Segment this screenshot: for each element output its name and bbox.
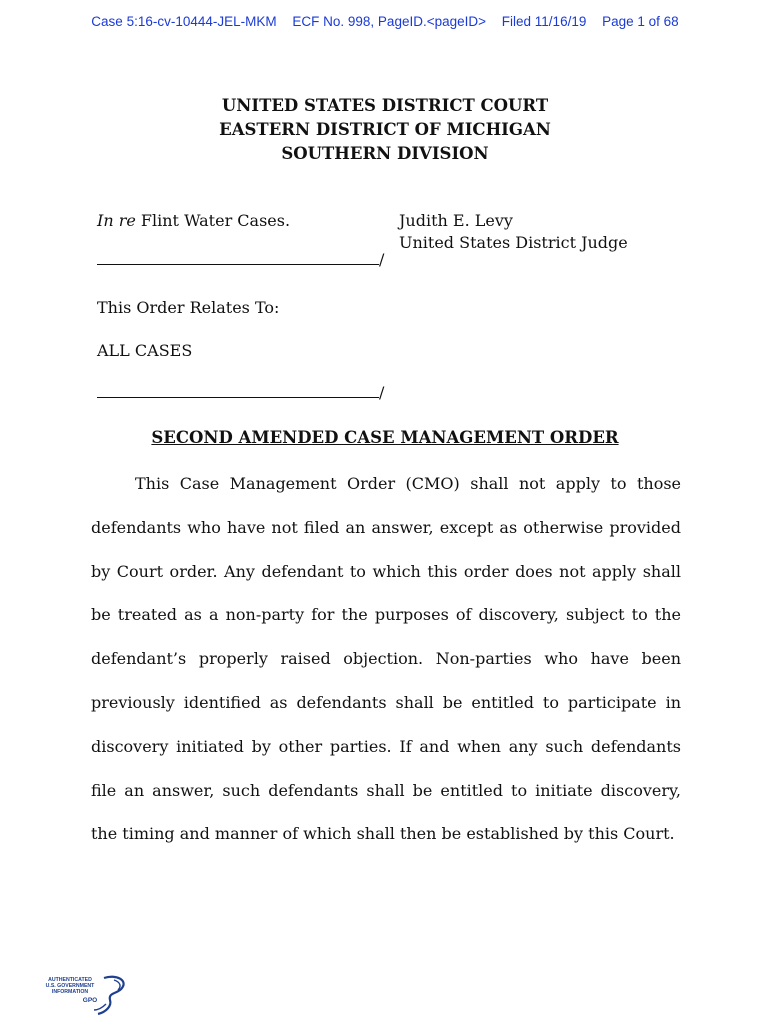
logo-text-line2: U.S. GOVERNMENT: [45, 983, 95, 989]
ecf-page-count: Page 1 of 68: [602, 14, 679, 29]
court-division: SOUTHERN DIVISION: [281, 144, 489, 163]
rule-line: [97, 383, 379, 398]
judge-name: Judith E. Levy: [399, 211, 513, 230]
case-name-text: Flint Water Cases.: [135, 211, 291, 230]
logo-mark-text: GPO: [82, 997, 98, 1004]
caption-rule-1: [97, 250, 384, 269]
judge-block: [399, 210, 628, 254]
rule-slash: /: [379, 383, 385, 402]
ecf-case-number: Case 5:16-cv-10444-JEL-MKM: [91, 14, 277, 29]
rule-slash: /: [379, 250, 385, 269]
case-name: [97, 210, 290, 232]
rule-line: [97, 250, 379, 265]
ecf-filed-date: Filed 11/16/19: [501, 14, 587, 29]
all-cases: ALL CASES: [97, 341, 193, 360]
logo-text-line3: INFORMATION: [51, 989, 89, 995]
court-district: EASTERN DISTRICT OF MICHIGAN: [219, 120, 551, 139]
gpo-authenticated-logo: [44, 974, 134, 1018]
gpo-eagle-icon: [44, 974, 134, 1018]
court-heading: [0, 94, 770, 166]
relates-to: This Order Relates To:: [97, 298, 280, 317]
ecf-number: ECF No. 998, PageID.<pageID>: [292, 14, 487, 29]
order-paragraph: This Case Management Order (CMO) shall not apply to those defendants who have not filed an answer, except as otherwise provided by Court order. Any defendant to which this order does not apply shall be treated as a non-party for the purposes of discovery, subject to the defendant’s properly raised objection. Non-parties who have been previously identified as defendants shall be entitled to participate in discovery initiated by other parties. If and when any such defendants file an answer, such defendants shall be entitled to initiate discovery, the timing and manner of which shall then be established by this Court.: [91, 474, 681, 844]
order-title: SECOND AMENDED CASE MANAGEMENT ORDER: [151, 428, 619, 447]
court-name: UNITED STATES DISTRICT COURT: [221, 96, 549, 115]
caption-rule-2: [97, 383, 384, 402]
logo-text-line1: AUTHENTICATED: [48, 977, 92, 983]
ecf-header: [0, 14, 770, 29]
in-re-text: In re: [97, 211, 136, 230]
judge-title: United States District Judge: [399, 233, 628, 252]
